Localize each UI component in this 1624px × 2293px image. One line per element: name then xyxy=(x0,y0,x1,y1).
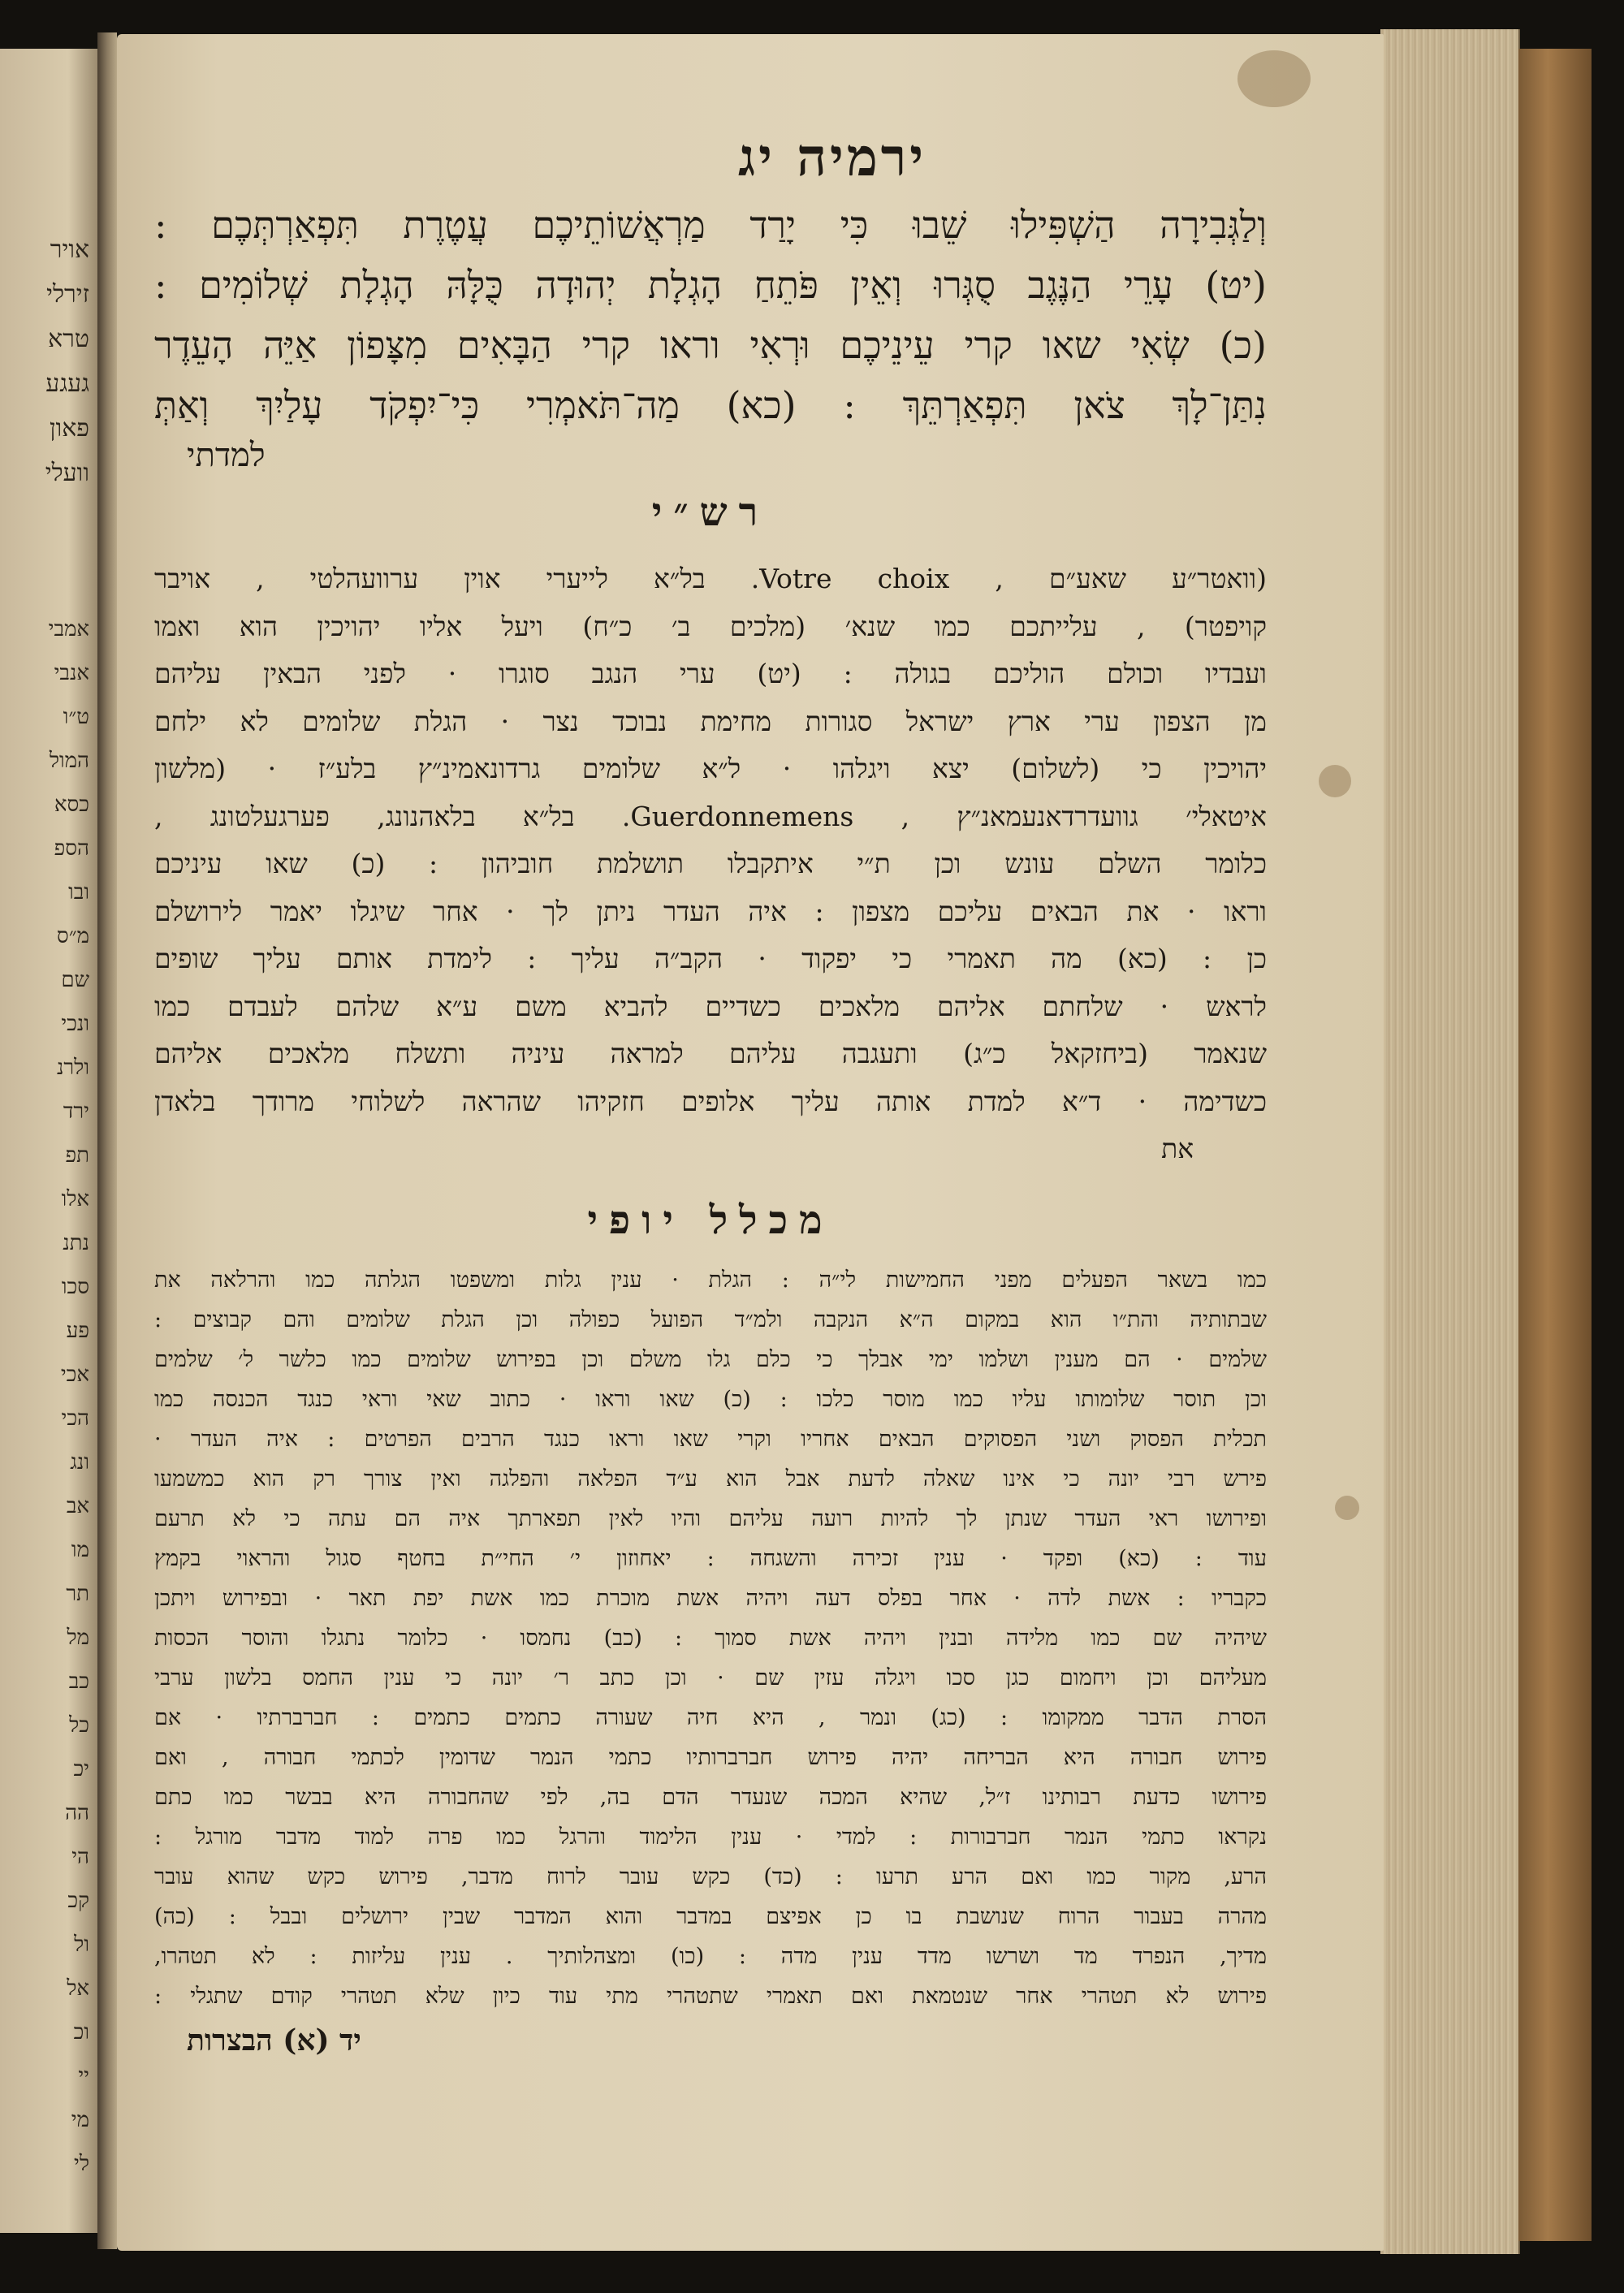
left-page-text-fragment: כב xyxy=(68,1669,89,1694)
left-page-text-fragment: געגע xyxy=(45,369,89,398)
rashi-commentary xyxy=(154,555,1267,1172)
left-page-text-fragment: כסא xyxy=(54,792,89,817)
rashi-line: שנאמר (ביחזקאל כ״ג) ותעגבה עליהם למראה עיניה ותשלח מלאכים אליהם xyxy=(154,1038,1267,1069)
left-page-text-fragment: טרא xyxy=(48,325,89,353)
left-page-text-fragment: וועלי xyxy=(45,459,89,487)
mikhlal-line: שיהיה שם כמו מלידה ובנין ויהיה אשת סמוך : (כב) נחמסו · כלומר נתגלו והוסר הכסות xyxy=(154,1626,1267,1651)
mikhlal-line: פירוש לא תטהרי אחר שנטמאת ואם תאמרי שתטהרי מתי עוד כיון שלא תטהרי קודם שתגלי : xyxy=(154,1984,1267,2009)
left-page-text-fragment: זירלי xyxy=(46,280,89,309)
mikhlal-line: פירושו כדעת רבותינו ז״ל, שהיא המכה שנעדר הדם בה, לפי שהחבורה היא בבשר כמו כתם xyxy=(154,1785,1267,1810)
rashi-line: לראש · שלחתם אליהם מלאכים כשדיים להביא משם ע״א שלהם לעבדם כמו xyxy=(154,990,1267,1022)
mikhlal-line: הסרת הדבר ממקומו : (כג) ונמר , היא חיה שעורה כתמים כתמים : חברברתיו · אם xyxy=(154,1705,1267,1730)
catchword-top: למדתי xyxy=(187,437,266,474)
left-page-text-fragment: ולרנ xyxy=(56,1056,89,1080)
verse-line: (כ) שְׂאִי שאו קרי עֵינֵיכֶם וּרְאִי וראו קרי הַבָּאִים מִצָּפוֹן אַיֵּה הָעֵדֶר xyxy=(154,323,1267,367)
left-page-text-fragment: פאון xyxy=(49,414,89,443)
running-head: ירמיה יג xyxy=(738,127,926,188)
mikhlal-line: הרע, מקור כמו ואם הרע תרעו : (כד) כקש עובר לרוח מדבר, פירוש כקש שהוא עובר xyxy=(154,1864,1267,1889)
rashi-heading: רש״י xyxy=(651,490,770,535)
book-gutter xyxy=(97,32,117,2249)
left-page-text-fragment: תר xyxy=(66,1582,89,1606)
rashi-last-line: את xyxy=(1161,1133,1194,1164)
left-page-text-fragment: מל xyxy=(67,1626,89,1650)
left-page-text-fragment: מו xyxy=(71,1538,89,1562)
left-page-text-fragment: אל xyxy=(67,1976,89,2001)
left-page-text-fragment: נתנ xyxy=(63,1231,89,1255)
verse-line: (יט) עָרֵי הַנֶּגֶב סֻגְּרוּ וְאֵין פֹּתֵחַ הָגְלָת יְהוּדָה כֻּלָּהּ הָגְלָת שְׁלוֹמִים : xyxy=(154,263,1267,307)
mikhlal-line: ופירושו ראי העדר שנתן לך להיות רועה עליהם והיו לאין תפארתך איה הם עתה כי לא תרעם xyxy=(154,1506,1267,1531)
left-page-text-fragment: אכי xyxy=(60,1362,89,1387)
left-page-text-fragment: יי xyxy=(78,2064,89,2088)
mikhlal-line: תכלית הפסוק ושני הפסוקים הבאים אחריו וקרי שאו וראו כנגד הרבים הפרטים : איה העדר · xyxy=(154,1427,1267,1452)
verse-line: וְלַגְּבִירָה הַשְׁפִּילוּ שֵׁבוּ כִּי יָרַד מַרְאֲשׁוֹתֵיכֶם עֲטֶרֶת תִּפְאַרְתְּכֶם : xyxy=(154,203,1267,247)
left-page-text-fragment: הה xyxy=(65,1801,89,1825)
left-page-fragment xyxy=(0,49,97,2233)
rashi-line: מן הצפון ערי ארץ ישראל סגורות מחימת נבוכד נצר · הגלת שלומים לא ילחם xyxy=(154,705,1267,737)
left-page-text-fragment: וכ xyxy=(73,2020,89,2045)
mikhlal-line: כמו בשאר הפעלים מפני החמישות לי״ה : הגלת · ענין גלות ומשפטו הגלתה כמו והרלאה את xyxy=(154,1267,1267,1293)
rashi-line: כן : (כא) מה תאמרי כי יפקוד · הקב״ה עליך : לימדת אותם עליך שופים xyxy=(154,943,1267,974)
mikhlal-line: שלמים · הם מענין ושלמו ימי אבלך כי כלם גלו משלם וכן בפירוש שלומים כמו כלשר ל׳ שלמים xyxy=(154,1347,1267,1372)
mikhlal-line: כקבריו : אשת לדה · אחר בפלס דעה ויהיה אשת מוכרת כמו אשת יפת תאר · ובפירוש ויתכן xyxy=(154,1586,1267,1611)
mikhlal-line: וכן תוסר שלומותו עליו כמו מוסר כלכו : (כ) שאו וראו · כתוב שאי וראי כנגד הכנסה כמו xyxy=(154,1387,1267,1412)
left-page-text-fragment: ירד xyxy=(63,1099,89,1124)
paper-stain xyxy=(1237,50,1311,107)
rashi-line: (וואטר״ע שאע״ם , Votre choix. בל״א לייערי אוין ערוועהלטי , אויבר xyxy=(154,563,1267,594)
left-page-text-fragment: תפ xyxy=(65,1143,89,1168)
rashi-line: כשדימה · ד״א למדת אותה עליך אלופים חזקיהו שהראה לשלוחי מרודך בלאדן xyxy=(154,1085,1267,1117)
left-page-text-fragment: ונג xyxy=(70,1450,89,1475)
left-page-text-fragment: פע xyxy=(66,1319,89,1343)
rashi-line: קויפטר) , עלייתכם כמו שנא׳ (מלכים ב׳ כ״ח) ויעל אליו יהויכין הוא ואמו xyxy=(154,610,1267,642)
rashi-line: ועבדיו וכולם הוליכם בגולה : (יט) ערי הנגב סוגרו · לפני הבאין עליהם xyxy=(154,658,1267,689)
mikhlal-line: פירש רבי יונה כי אינו שאלה לדעת אבל הוא ע״ד הפלאה והפלגה ואין צורך רק הוא כמשמעו xyxy=(154,1466,1267,1492)
page-content xyxy=(154,122,1267,2065)
left-page-text-fragment: אמבי xyxy=(48,617,89,641)
left-page-text-fragment: אב xyxy=(66,1494,89,1518)
left-page-text-fragment: יכ xyxy=(73,1757,89,1781)
left-page-text-fragment: אנבי xyxy=(54,661,89,685)
left-page-text-fragment: שם xyxy=(61,968,89,992)
mikhlal-yofi-heading: מכלל יופי xyxy=(587,1198,834,1243)
paper-stain xyxy=(1319,765,1351,797)
left-page-text-fragment: קכ xyxy=(67,1889,89,1913)
left-page-text-fragment: הספ xyxy=(54,836,89,861)
left-page-text-fragment: הכי xyxy=(61,1406,89,1431)
paper-stain xyxy=(1335,1496,1359,1520)
verse-line: נִתַּן־לָךְ צֹאן תִּפְאַרְתֵּךְ : (כא) מַה־תֹּאמְרִי כִּי־יִפְקֹד עָלַיִךְ וְאַתְּ xyxy=(154,383,1267,427)
rashi-line: איטאלי׳ גוועדרדאנעמאנ״ץ , Guerdonnemens. בל״א בלאהנונג, פערגעלטונג , xyxy=(154,800,1267,832)
left-page-text-fragment: לי xyxy=(74,2152,89,2176)
left-page-text-fragment: ונכי xyxy=(61,1012,89,1036)
left-page-text-fragment: הי xyxy=(71,1845,89,1869)
left-page-text-fragment: ובו xyxy=(68,880,89,905)
mikhlal-line: עוד : (כא) ופקד · ענין זכירה והשגחה : יאחוזון י׳ החי״ת בחטף סגול והראוי בקמץ xyxy=(154,1546,1267,1571)
left-page-text-fragment: המול xyxy=(49,749,89,773)
page-edges xyxy=(1380,29,1520,2254)
catchword-bottom: יד (א) הבצרות xyxy=(187,2023,361,2058)
left-page-text-fragment: מ״ס xyxy=(56,924,89,948)
biblical-text xyxy=(154,195,1267,435)
left-page-text-fragment: אויר xyxy=(50,235,89,264)
mikhlal-line: מהרה בעבור הרוח שנושבת בו כן אפיצם במדבר והוא המדבר שבין ירושלים ובבל : (כה) xyxy=(154,1904,1267,1929)
rashi-line: וראו · את הבאים עליכם מצפון : איה העדר ניתן לך · אחר שיגלו יאמר לירושלם xyxy=(154,895,1267,927)
mikhlal-line: נקראו כתמי הנמר חברבורות : למדי · ענין הלימוד והרגל כמו פרה למוד מדבר מורגל : xyxy=(154,1824,1267,1850)
left-page-text-fragment: כל xyxy=(69,1713,89,1738)
mikhlal-yofi-commentary xyxy=(154,1260,1267,2016)
mikhlal-line: שבתותיה והת״ו הוא במקום ה״א הנקבה ולמ״ד הפועל כפולה וכן הגלת שלומים והם קבוצים : xyxy=(154,1307,1267,1332)
rashi-line: כלומר השלם עונש וכן ת״י איתקבלו תושלמת חוביהון : (כ) שאו עיניכם xyxy=(154,848,1267,879)
left-page-text-fragment: אלו xyxy=(61,1187,89,1211)
mikhlal-line: מדיך, הנפרד מד ושרשו מדד ענין מדה : (כו) ומצהלותיך . ענין עליזות : לא תטהרו, xyxy=(154,1944,1267,1969)
left-page-text-fragment: סכו xyxy=(61,1275,89,1299)
mikhlal-line: מעליהם וכן ויחמום כגן סכו ויגלה עזין שם · וכן כתב ר׳ יונה כי ענין החמס בלשון ערבי xyxy=(154,1665,1267,1691)
mikhlal-line: פירוש חבורה היא הבריחה יהיה פירוש חברברותיו כתמי הנמר שדומין לכתמי חבורה , ואם xyxy=(154,1745,1267,1770)
left-page-text-fragment: ט״ו xyxy=(63,705,89,729)
left-page-text-fragment: ול xyxy=(74,1932,89,1957)
left-page-text-fragment: מי xyxy=(71,2108,89,2132)
rashi-line: יהויכין כי (לשלום) יצא ויגלהו · ל״א שלומים גרדונאמינ״ץ בלע״ז · (מלשון xyxy=(154,753,1267,784)
book-cover xyxy=(1518,49,1592,2241)
